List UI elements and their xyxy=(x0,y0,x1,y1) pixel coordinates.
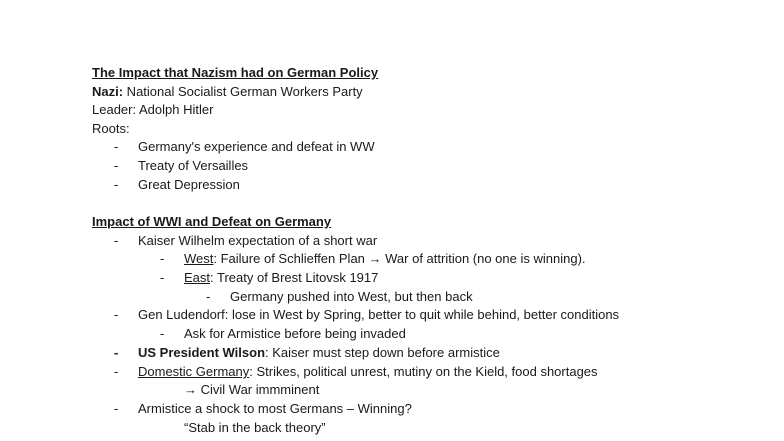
list-item-kaiser: Kaiser Wilhelm expectation of a short war xyxy=(138,233,378,248)
list-item-armistice-shock: Armistice a shock to most Germans – Winning? xyxy=(138,401,412,416)
list-item-domestic xyxy=(138,364,598,380)
bullet-dash: - xyxy=(160,270,165,285)
bullet-dash: - xyxy=(114,345,119,360)
roots-item: Great Depression xyxy=(138,177,240,192)
domestic-text: : Strikes, political unrest, mutiny on the Kield, food shortages xyxy=(249,364,598,379)
list-item-ludendorf: Gen Ludendorf: lose in West by Spring, better to quit while behind, better conditions xyxy=(138,307,620,322)
west-label: West xyxy=(184,251,214,266)
wilson-label: US President Wilson xyxy=(138,345,266,360)
bullet-dash: - xyxy=(114,177,119,192)
bullet-dash: - xyxy=(114,307,119,322)
list-item-east xyxy=(184,270,378,286)
east-label: East xyxy=(184,270,211,285)
list-item-armistice-ask: Ask for Armistice before being invaded xyxy=(184,326,406,341)
bullet-dash: - xyxy=(114,401,119,416)
document-title: The Impact that Nazism had on German Policy xyxy=(92,65,379,80)
bullet-dash: - xyxy=(114,158,119,173)
roots-item: Germany's experience and defeat in WW xyxy=(138,139,375,154)
bullet-dash: - xyxy=(114,233,119,248)
list-item-wilson xyxy=(138,345,500,361)
nazi-definition xyxy=(92,84,363,100)
west-text: : Failure of Schlieffen Plan → War of attrition (no one is winning). xyxy=(213,251,586,266)
roots-label: Roots: xyxy=(92,121,130,136)
list-item-pushed: Germany pushed into West, but then back xyxy=(230,289,473,304)
bullet-dash: - xyxy=(206,289,211,304)
domestic-label: Domestic Germany xyxy=(138,364,250,379)
list-item-west xyxy=(184,251,586,267)
list-item-stab: “Stab in the back theory” xyxy=(184,420,326,435)
leader-line: Leader: Adolph Hitler xyxy=(92,102,214,117)
section-title: Impact of WWI and Defeat on Germany xyxy=(92,214,332,229)
wilson-text: : Kaiser must step down before armistice xyxy=(265,345,500,360)
bullet-dash: - xyxy=(160,326,165,341)
nazi-text: National Socialist German Workers Party xyxy=(123,84,363,99)
bullet-dash: - xyxy=(114,139,119,154)
east-text: : Treaty of Brest Litovsk 1917 xyxy=(210,270,379,285)
bullet-dash: - xyxy=(160,251,165,266)
roots-item: Treaty of Versailles xyxy=(138,158,249,173)
nazi-label: Nazi: xyxy=(92,84,124,99)
bullet-dash: - xyxy=(114,364,119,379)
list-item-civil-war: → Civil War immminent xyxy=(184,382,320,397)
